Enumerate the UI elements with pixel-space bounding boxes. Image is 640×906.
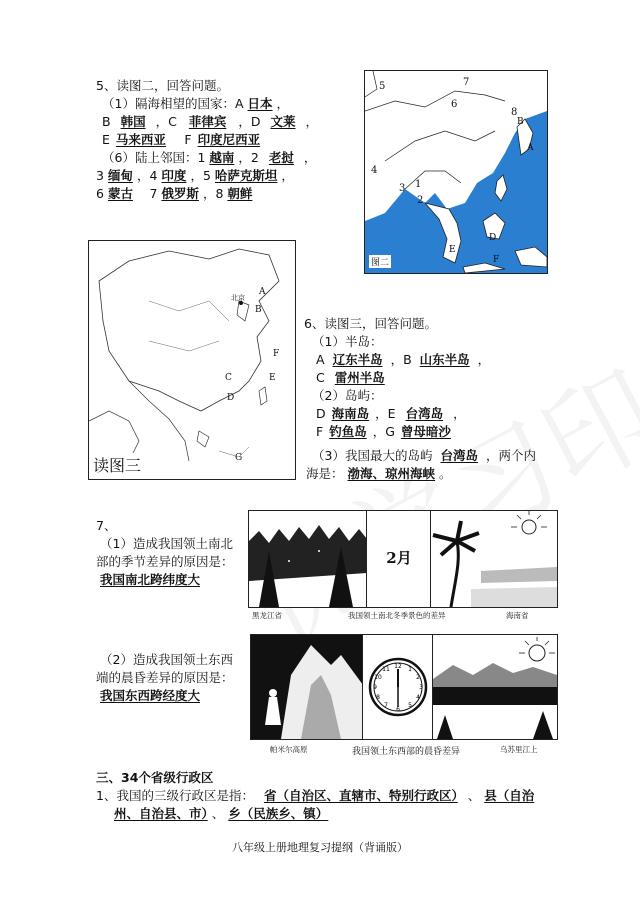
- map3-label-D: D: [227, 393, 235, 403]
- clock-panel: [362, 634, 434, 740]
- q6-island-line1: D 海南岛 ，E 台湾岛 ，: [316, 406, 466, 421]
- answer-A: 日本: [247, 96, 273, 111]
- answer-north-south: 我国南北跨纬度大: [100, 572, 201, 587]
- map3-beijing: 北京: [231, 294, 245, 302]
- map2-label-2: 2: [417, 195, 424, 206]
- map2-label-6: 6: [451, 99, 458, 110]
- q7-p2-line2: 端的晨昏差异的原因是：: [96, 670, 234, 685]
- q7-num: 7、: [96, 518, 117, 533]
- q6-island-line2: F 钓鱼岛 ，G 曾母暗沙: [316, 424, 457, 440]
- q6-q3-text-a: （3）我国最大的岛屿: [312, 448, 433, 463]
- caption2-left: 帕米尔高原: [270, 745, 308, 754]
- map3-label-C: C: [225, 373, 232, 383]
- answer-island-F: 钓鱼岛: [329, 424, 367, 439]
- q5-land-line3: 6 蒙古 7 俄罗斯 ，8 朝鲜: [96, 186, 256, 202]
- q5-land-prefix: （6）陆上邻国：1: [102, 150, 206, 165]
- map3-label-G: G: [235, 453, 243, 463]
- month-label: 2月: [386, 549, 412, 567]
- q5-sea-prefix: （1）隔海相望的国家：A: [102, 96, 244, 111]
- caption2-right: 乌苏里江上: [500, 745, 538, 754]
- svg-text:6: 6: [396, 706, 400, 713]
- china-map-3: [89, 241, 295, 479]
- map3-label-B: B: [255, 305, 262, 315]
- answer-6: 蒙古: [107, 186, 133, 201]
- answer-B: 韩国: [120, 114, 146, 129]
- q6-peninsula-label: （1）半岛：: [312, 334, 383, 349]
- map-figure-3: [88, 240, 296, 480]
- q7-p1-line1: （1）造成我国领土南北: [100, 536, 233, 551]
- sec3-sep: 、: [467, 788, 481, 803]
- q6-q3-line2: 海是： 渤海、琼州海峡 。: [306, 466, 452, 481]
- svg-text:8: 8: [376, 694, 380, 701]
- answer-5: 哈萨克斯坦: [214, 168, 278, 183]
- answer-F: 印度尼西亚: [197, 132, 261, 147]
- map2-label-D: D: [489, 233, 497, 243]
- answer-peninsula-C: 雷州半岛: [334, 370, 385, 385]
- q6-q3-text-b: ，两个内: [485, 448, 536, 463]
- sunrise-lake-image: [432, 634, 558, 740]
- month-panel: [366, 510, 432, 608]
- map3-label-F: F: [273, 349, 280, 359]
- svg-text:12: 12: [394, 663, 402, 670]
- q5-land-line1: （6）陆上邻国：1 越南 ，2 老挝 ，: [102, 150, 317, 165]
- map2-label-7: 7: [463, 77, 470, 88]
- sec3-item-prefix: 1、我国的三级行政区是指：: [96, 788, 254, 803]
- caption2-mid: 我国领土东西部的晨昏差异: [352, 747, 461, 757]
- q7-p1-answer-line: [96, 572, 204, 588]
- q5-sea-line2: B 韩国 ，C 菲律宾 ，D 文莱 ，: [102, 114, 319, 129]
- answer-D: 文莱: [270, 114, 296, 129]
- winter-forest-image: [248, 510, 368, 608]
- answer-E: 马来西亚: [115, 132, 166, 147]
- sec3-item1-line2: 州、自治县、市） 、 乡（民族乡、镇）: [110, 806, 332, 822]
- answer-county-b: 州、自治县、市）: [114, 806, 208, 821]
- map2-label-B: B: [517, 117, 524, 127]
- section3-heading: 三、34个省级行政区: [96, 770, 214, 785]
- map-figure-2: [364, 70, 548, 274]
- answer-inland-seas: 渤海、琼州海峡: [347, 466, 436, 481]
- svg-text:3: 3: [419, 684, 423, 691]
- map3-caption: 读图三: [91, 453, 143, 476]
- q6-peninsula-line2: C 雷州半岛: [316, 370, 395, 386]
- q6-peninsula-line1: A 辽东半岛 ，B 山东半岛 ，: [316, 352, 491, 367]
- map2-label-A: A: [527, 143, 534, 153]
- svg-text:9: 9: [373, 684, 377, 691]
- answer-island-D: 海南岛: [331, 406, 370, 421]
- page-footer: 八年级上册地理复习提纲（背诵版）: [232, 841, 408, 854]
- answer-3: 缅甸: [107, 168, 133, 183]
- answer-east-west: 我国东西跨经度大: [100, 688, 201, 703]
- answer-township: 乡（民族乡、镇）: [228, 806, 329, 821]
- answer-4: 印度: [161, 168, 187, 183]
- answer-peninsula-A: 辽东半岛: [332, 352, 383, 367]
- q6-title: 6、读图三，回答问题。: [304, 316, 437, 331]
- map2-caption: 图二: [369, 255, 391, 268]
- answer-largest-island: 台湾岛: [440, 448, 478, 463]
- answer-county-a: 县（自治: [484, 788, 535, 803]
- svg-text:1: 1: [408, 666, 412, 673]
- q5-sea-line3: E 马来西亚 F 印度尼西亚: [102, 132, 266, 148]
- q7-p1-line2: 部的季节差异的原因是：: [96, 554, 234, 569]
- q6-q3-text-c: 海是：: [306, 466, 344, 481]
- svg-text:5: 5: [408, 702, 412, 709]
- q6-q3-line1: [312, 448, 536, 464]
- q5-land-line2: 3 缅甸 ，4 印度 ，5 哈萨克斯坦 ，: [96, 168, 294, 183]
- caption1-mid: 我国领土南北冬季景色的差异: [348, 611, 446, 620]
- answer-8: 朝鲜: [227, 186, 253, 201]
- svg-text:11: 11: [382, 666, 390, 673]
- answer-province: 省（自治区、直辖市、特别行政区）: [263, 788, 458, 803]
- svg-text:10: 10: [374, 674, 382, 681]
- answer-peninsula-B: 山东半岛: [419, 352, 470, 367]
- answer-2: 老挝: [268, 150, 294, 165]
- answer-island-E: 台湾岛: [405, 406, 444, 421]
- sec3-item1-line1: [96, 788, 538, 804]
- q7-p2-line1: （2）造成我国领土东西: [100, 652, 233, 667]
- map3-label-E: E: [269, 373, 276, 383]
- map3-label-A: A: [259, 287, 266, 297]
- q7-p2-answer-line: [96, 688, 204, 704]
- map2-label-3: 3: [399, 183, 406, 194]
- answer-7: 俄罗斯: [161, 186, 199, 201]
- answer-1: 越南: [209, 150, 235, 165]
- clock-icon: [363, 635, 433, 739]
- q5-title: 5、读图二，回答问题。: [96, 78, 229, 93]
- caption1-left: 黑龙江省: [252, 611, 282, 620]
- map2-label-1: 1: [415, 179, 422, 190]
- map2-label-E: E: [449, 245, 456, 255]
- night-mountain-image: [250, 634, 364, 740]
- q5-sea-line1: （1）隔海相望的国家：A 日本 ，: [102, 96, 290, 111]
- svg-text:4: 4: [416, 694, 420, 701]
- map2-label-F: F: [493, 255, 500, 265]
- map2-label-5: 5: [379, 81, 386, 92]
- answer-island-G: 曾母暗沙: [400, 424, 451, 439]
- q6-island-label: （2）岛屿：: [312, 388, 383, 403]
- caption1-right: 海南省: [506, 611, 529, 620]
- answer-C: 菲律宾: [188, 114, 227, 129]
- svg-text:7: 7: [384, 702, 388, 709]
- map2-label-8: 8: [511, 107, 518, 118]
- map2-label-4: 4: [371, 165, 378, 176]
- svg-text:2: 2: [416, 674, 420, 681]
- tropical-beach-image: [430, 510, 558, 608]
